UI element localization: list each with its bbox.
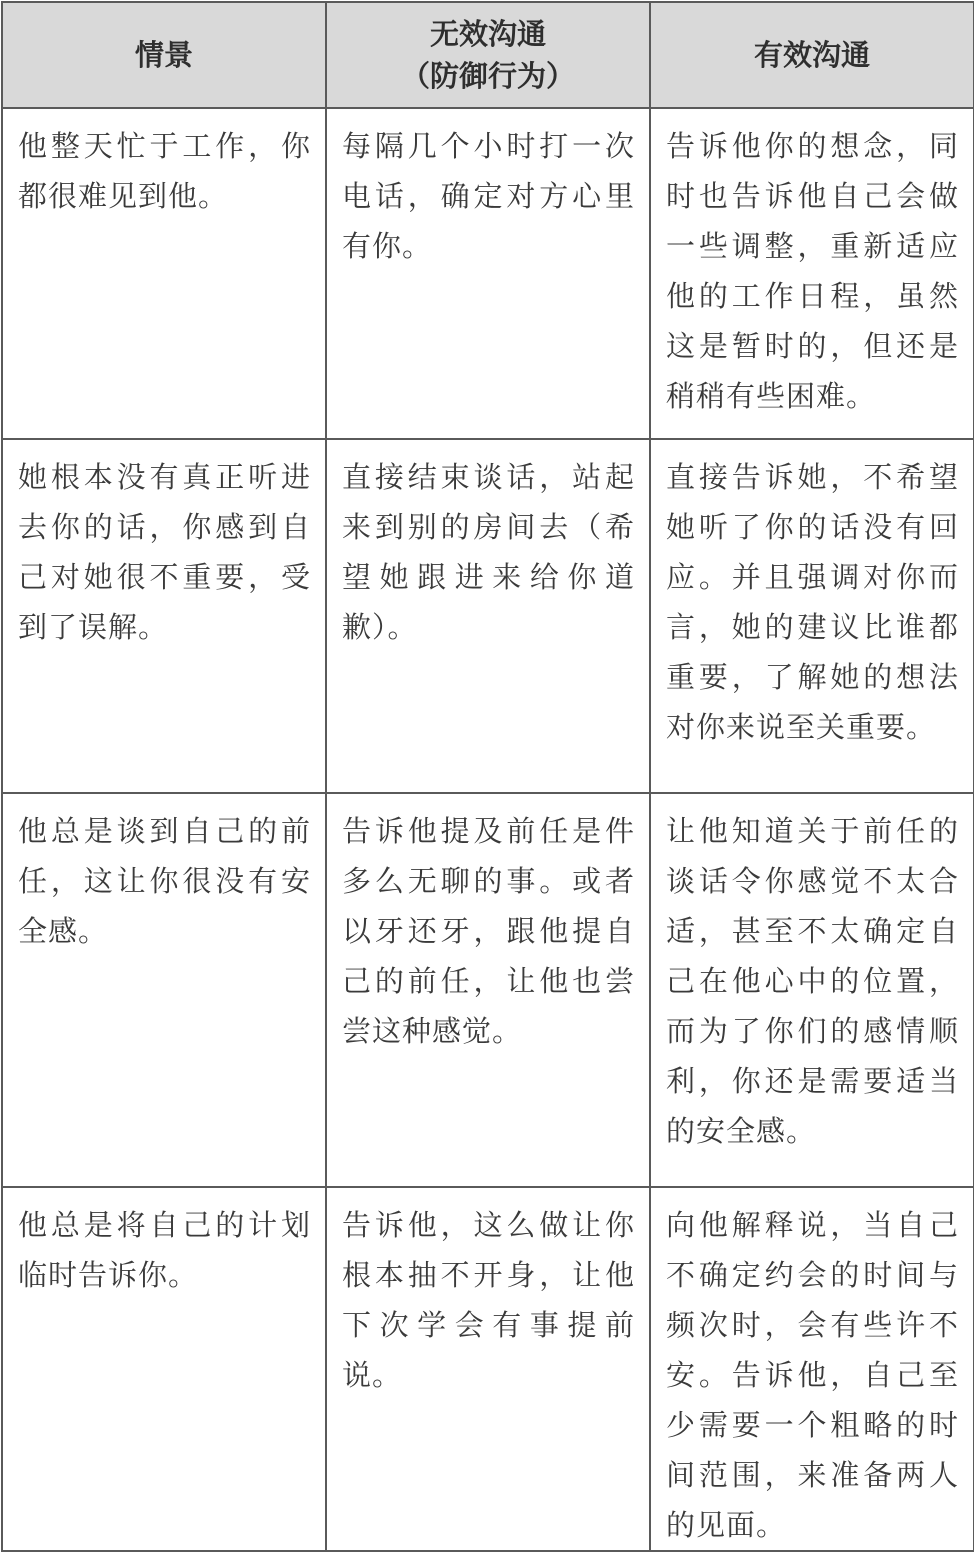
- ineffective-text: 每隔几个小时打一次电话，确定对方心里有你。: [342, 129, 635, 263]
- effective-cell: [650, 439, 974, 793]
- effective-text: 告诉他你的想念，同时也告诉他自己会做一些调整，重新适应他的工作日程，虽然这是暂时的，但还是稍稍有些困难。: [666, 129, 959, 413]
- table-row: [2, 439, 974, 793]
- scene-text: 他整天忙于工作，你都很难见到他。: [18, 129, 311, 213]
- communication-comparison-table: [1, 1, 974, 1552]
- header-scene: [2, 2, 326, 108]
- scene-text: 他总是谈到自己的前任，这让你很没有安全感。: [18, 814, 311, 948]
- effective-text: 让他知道关于前任的谈话令你感觉不太合适，甚至不太确定自己在他心中的位置，而为了你们的感情顺利，你还是需要适当的安全感。: [666, 814, 959, 1148]
- header-ineffective: [326, 2, 650, 108]
- ineffective-text: 告诉他，这么做让你根本抽不开身，让他下次学会有事提前说。: [342, 1208, 635, 1392]
- effective-text: 直接告诉她，不希望她听了你的话没有回应。并且强调对你而言，她的建议比谁都重要，了解她的想法对你来说至关重要。: [666, 460, 959, 744]
- ineffective-cell: [326, 108, 650, 439]
- ineffective-cell: [326, 439, 650, 793]
- scene-cell: [2, 1187, 326, 1551]
- header-ineffective-sublabel: （防御行为）: [400, 59, 575, 93]
- table-header-row: [2, 2, 974, 108]
- ineffective-cell: [326, 1187, 650, 1551]
- scene-cell: [2, 793, 326, 1187]
- header-scene-label: 情景: [134, 38, 193, 72]
- scene-cell: [2, 439, 326, 793]
- scene-text: 他总是将自己的计划临时告诉你。: [18, 1208, 311, 1292]
- ineffective-cell: [326, 793, 650, 1187]
- header-effective: [650, 2, 974, 108]
- header-effective-label: 有效沟通: [753, 38, 870, 72]
- effective-cell: [650, 1187, 974, 1551]
- effective-cell: [650, 793, 974, 1187]
- table-row: [2, 1187, 974, 1551]
- scene-cell: [2, 108, 326, 439]
- table-row: [2, 108, 974, 439]
- effective-cell: [650, 108, 974, 439]
- effective-text: 向他解释说，当自己不确定约会的时间与频次时，会有些许不安。告诉他，自己至少需要一个粗略的时间范围，来准备两人的见面。: [666, 1208, 959, 1542]
- ineffective-text: 告诉他提及前任是件多么无聊的事。或者以牙还牙，跟他提自己的前任，让他也尝尝这种感觉。: [342, 814, 635, 1048]
- table-row: [2, 793, 974, 1187]
- scene-text: 她根本没有真正听进去你的话，你感到自己对她很不重要，受到了误解。: [18, 460, 311, 644]
- header-ineffective-label: 无效沟通: [429, 17, 546, 51]
- ineffective-text: 直接结束谈话，站起来到别的房间去（希望她跟进来给你道歉）。: [342, 460, 635, 644]
